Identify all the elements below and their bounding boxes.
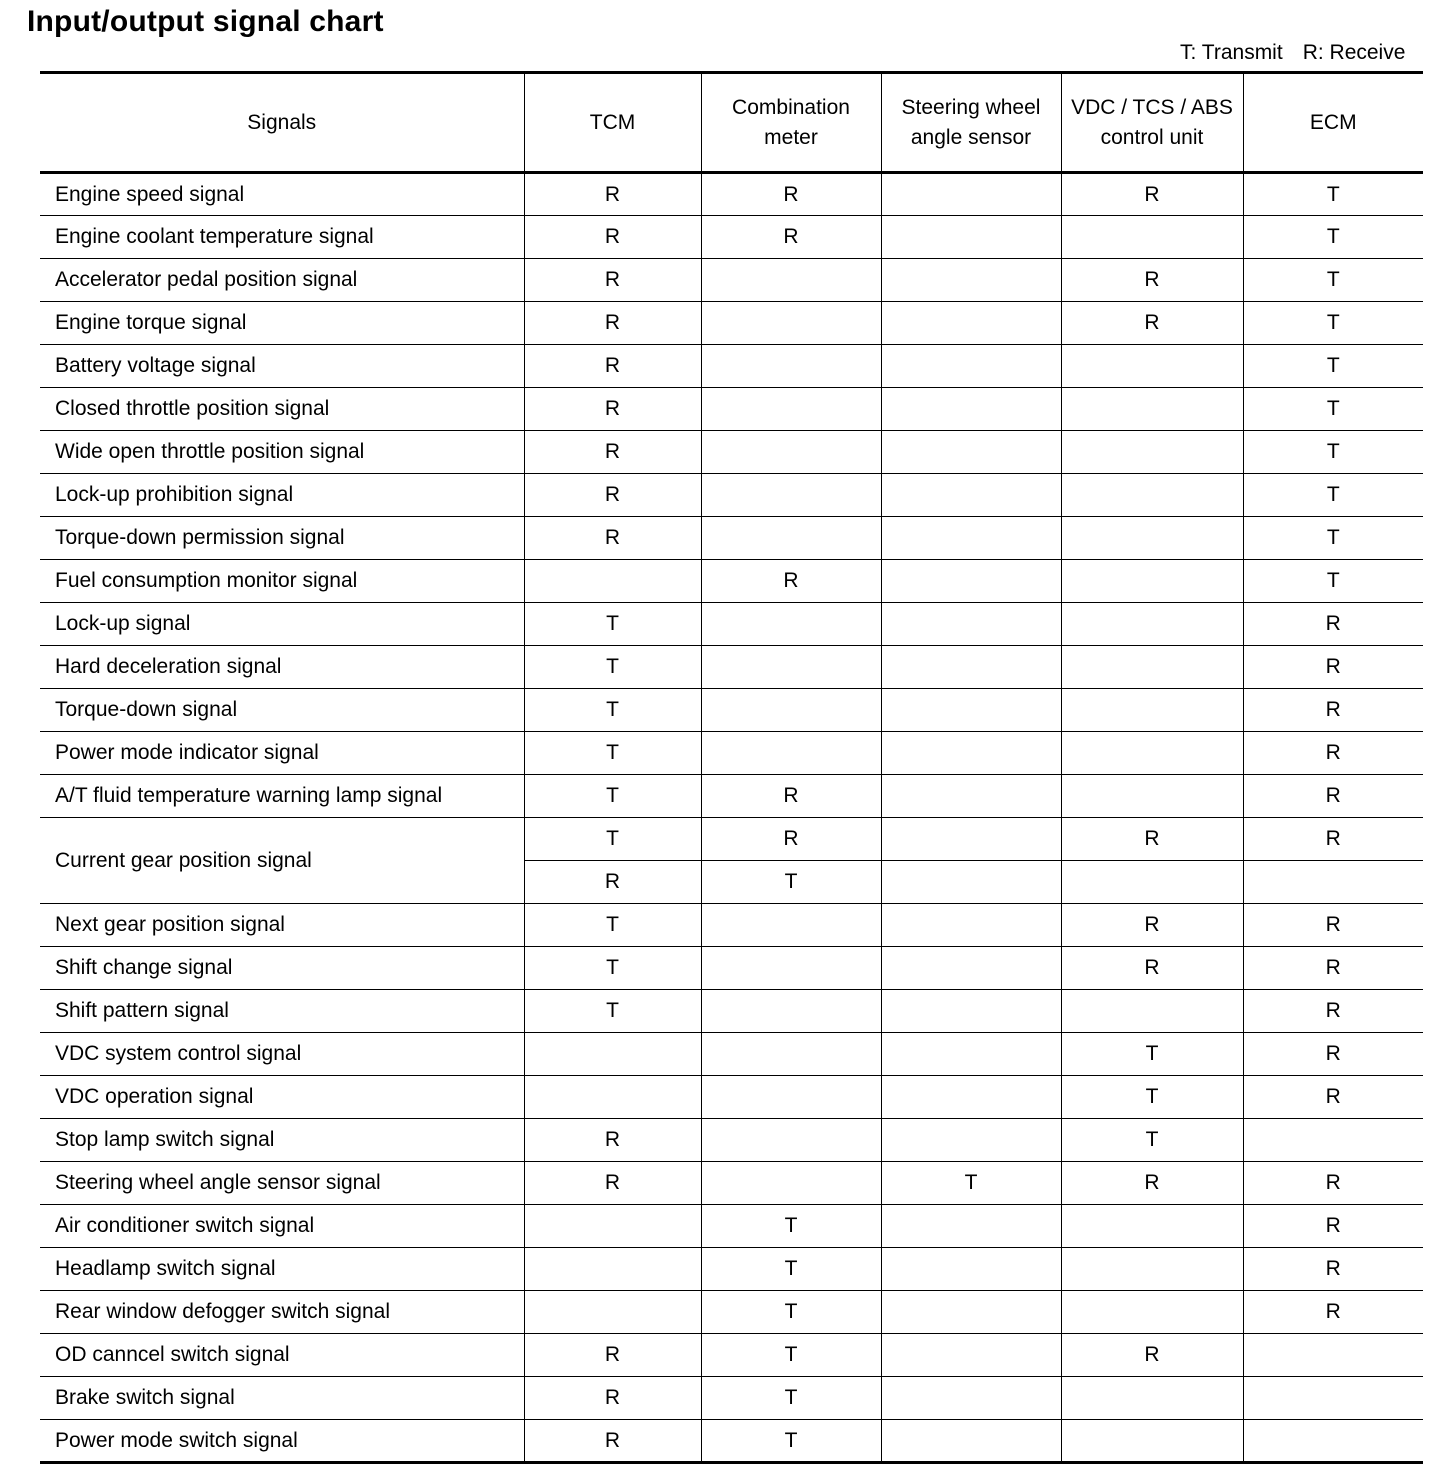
signal-name: VDC operation signal	[40, 1076, 524, 1119]
legend-receive: R: Receive	[1302, 41, 1406, 64]
cell-tcm: R	[524, 431, 701, 474]
cell-combination-meter	[701, 302, 881, 345]
cell-vdc-tcs-abs: R	[1061, 818, 1243, 861]
signal-name: Engine speed signal	[40, 173, 524, 216]
cell-combination-meter	[701, 474, 881, 517]
cell-steering-wheel-angle-sensor	[881, 775, 1061, 818]
cell-ecm: R	[1243, 775, 1423, 818]
cell-ecm: R	[1243, 1205, 1423, 1248]
legend-transmit: T: Transmit	[1180, 41, 1283, 64]
cell-steering-wheel-angle-sensor	[881, 560, 1061, 603]
cell-steering-wheel-angle-sensor	[881, 388, 1061, 431]
cell-ecm: T	[1243, 388, 1423, 431]
cell-combination-meter	[701, 259, 881, 302]
legend	[1180, 40, 1405, 66]
cell-steering-wheel-angle-sensor	[881, 431, 1061, 474]
cell-ecm	[1243, 1334, 1423, 1377]
cell-tcm	[524, 1076, 701, 1119]
cell-steering-wheel-angle-sensor	[881, 732, 1061, 775]
cell-vdc-tcs-abs	[1061, 216, 1243, 259]
cell-steering-wheel-angle-sensor	[881, 818, 1061, 861]
signal-name: Brake switch signal	[40, 1377, 524, 1420]
signal-table	[40, 71, 1423, 1464]
cell-steering-wheel-angle-sensor	[881, 1248, 1061, 1291]
cell-tcm: R	[524, 1420, 701, 1463]
cell-vdc-tcs-abs	[1061, 1205, 1243, 1248]
cell-combination-meter	[701, 689, 881, 732]
cell-combination-meter	[701, 388, 881, 431]
table-row	[40, 646, 1423, 689]
table-row	[40, 689, 1423, 732]
cell-ecm: R	[1243, 990, 1423, 1033]
cell-tcm: R	[524, 474, 701, 517]
cell-steering-wheel-angle-sensor	[881, 603, 1061, 646]
cell-combination-meter: T	[701, 1205, 881, 1248]
cell-vdc-tcs-abs: R	[1061, 904, 1243, 947]
header-ecm: ECM	[1243, 73, 1423, 173]
signal-name: Engine torque signal	[40, 302, 524, 345]
cell-combination-meter	[701, 904, 881, 947]
signal-name: Air conditioner switch signal	[40, 1205, 524, 1248]
cell-tcm: R	[524, 1334, 701, 1377]
cell-ecm	[1243, 861, 1423, 904]
cell-tcm: R	[524, 1162, 701, 1205]
header-combination-meter: Combination meter	[701, 73, 881, 173]
cell-steering-wheel-angle-sensor	[881, 1420, 1061, 1463]
signal-name: Engine coolant temperature signal	[40, 216, 524, 259]
signal-name: Shift pattern signal	[40, 990, 524, 1033]
cell-combination-meter: T	[701, 1334, 881, 1377]
cell-combination-meter	[701, 947, 881, 990]
signal-name: Wide open throttle position signal	[40, 431, 524, 474]
signal-name: Lock-up signal	[40, 603, 524, 646]
cell-ecm: T	[1243, 345, 1423, 388]
cell-vdc-tcs-abs: R	[1061, 259, 1243, 302]
cell-ecm: R	[1243, 1076, 1423, 1119]
cell-tcm: R	[524, 388, 701, 431]
table-row	[40, 474, 1423, 517]
cell-steering-wheel-angle-sensor	[881, 947, 1061, 990]
cell-steering-wheel-angle-sensor	[881, 1119, 1061, 1162]
cell-tcm: T	[524, 904, 701, 947]
table-row	[40, 775, 1423, 818]
cell-steering-wheel-angle-sensor	[881, 1377, 1061, 1420]
cell-ecm	[1243, 1119, 1423, 1162]
table-row	[40, 560, 1423, 603]
cell-vdc-tcs-abs	[1061, 1291, 1243, 1334]
table-row	[40, 1162, 1423, 1205]
table-row	[40, 1248, 1423, 1291]
cell-combination-meter	[701, 1119, 881, 1162]
header-steering-wheel-angle-sensor: Steering wheel angle sensor	[881, 73, 1061, 173]
cell-combination-meter: R	[701, 818, 881, 861]
cell-steering-wheel-angle-sensor	[881, 646, 1061, 689]
cell-combination-meter	[701, 431, 881, 474]
cell-combination-meter	[701, 517, 881, 560]
cell-steering-wheel-angle-sensor	[881, 689, 1061, 732]
signal-name: Next gear position signal	[40, 904, 524, 947]
cell-steering-wheel-angle-sensor	[881, 517, 1061, 560]
cell-ecm: R	[1243, 646, 1423, 689]
cell-vdc-tcs-abs	[1061, 560, 1243, 603]
table-row	[40, 990, 1423, 1033]
cell-ecm: T	[1243, 431, 1423, 474]
cell-tcm	[524, 1205, 701, 1248]
table-row	[40, 1377, 1423, 1420]
cell-tcm: R	[524, 302, 701, 345]
cell-combination-meter: R	[701, 560, 881, 603]
cell-steering-wheel-angle-sensor	[881, 345, 1061, 388]
cell-ecm: R	[1243, 818, 1423, 861]
cell-ecm: R	[1243, 603, 1423, 646]
cell-vdc-tcs-abs	[1061, 345, 1243, 388]
cell-tcm: T	[524, 732, 701, 775]
cell-vdc-tcs-abs	[1061, 474, 1243, 517]
signal-name: OD canncel switch signal	[40, 1334, 524, 1377]
cell-tcm: R	[524, 345, 701, 388]
cell-vdc-tcs-abs	[1061, 990, 1243, 1033]
cell-steering-wheel-angle-sensor	[881, 1334, 1061, 1377]
cell-vdc-tcs-abs: T	[1061, 1076, 1243, 1119]
signal-name: Accelerator pedal position signal	[40, 259, 524, 302]
cell-vdc-tcs-abs: T	[1061, 1033, 1243, 1076]
table-row	[40, 1420, 1423, 1463]
cell-vdc-tcs-abs	[1061, 732, 1243, 775]
cell-vdc-tcs-abs: R	[1061, 173, 1243, 216]
cell-tcm: R	[524, 216, 701, 259]
cell-combination-meter: R	[701, 775, 881, 818]
table-row	[40, 431, 1423, 474]
cell-steering-wheel-angle-sensor	[881, 1033, 1061, 1076]
cell-vdc-tcs-abs	[1061, 1377, 1243, 1420]
cell-ecm: T	[1243, 216, 1423, 259]
cell-combination-meter: R	[701, 173, 881, 216]
cell-steering-wheel-angle-sensor	[881, 259, 1061, 302]
signal-name: Battery voltage signal	[40, 345, 524, 388]
cell-ecm	[1243, 1420, 1423, 1463]
cell-combination-meter: T	[701, 861, 881, 904]
cell-vdc-tcs-abs: R	[1061, 947, 1243, 990]
cell-steering-wheel-angle-sensor	[881, 173, 1061, 216]
signal-name: Lock-up prohibition signal	[40, 474, 524, 517]
table-row	[40, 904, 1423, 947]
cell-vdc-tcs-abs	[1061, 388, 1243, 431]
table-row	[40, 1033, 1423, 1076]
cell-steering-wheel-angle-sensor	[881, 1076, 1061, 1119]
cell-vdc-tcs-abs	[1061, 1420, 1243, 1463]
cell-ecm	[1243, 1377, 1423, 1420]
signal-name: Hard deceleration signal	[40, 646, 524, 689]
cell-ecm: R	[1243, 1033, 1423, 1076]
table-row	[40, 947, 1423, 990]
cell-ecm: R	[1243, 732, 1423, 775]
table-row	[40, 1205, 1423, 1248]
cell-vdc-tcs-abs	[1061, 431, 1243, 474]
cell-steering-wheel-angle-sensor	[881, 1205, 1061, 1248]
cell-ecm: R	[1243, 1248, 1423, 1291]
signal-name: A/T fluid temperature warning lamp signal	[40, 775, 524, 818]
cell-steering-wheel-angle-sensor	[881, 990, 1061, 1033]
cell-combination-meter: R	[701, 216, 881, 259]
signal-name: Current gear position signal	[40, 818, 524, 904]
signal-name: VDC system control signal	[40, 1033, 524, 1076]
cell-vdc-tcs-abs: R	[1061, 1162, 1243, 1205]
cell-ecm: T	[1243, 259, 1423, 302]
cell-ecm: T	[1243, 474, 1423, 517]
table-row	[40, 345, 1423, 388]
cell-combination-meter	[701, 732, 881, 775]
cell-combination-meter	[701, 603, 881, 646]
cell-combination-meter: T	[701, 1420, 881, 1463]
table-row	[40, 1119, 1423, 1162]
cell-tcm: R	[524, 517, 701, 560]
cell-combination-meter	[701, 345, 881, 388]
cell-tcm	[524, 1291, 701, 1334]
cell-combination-meter: T	[701, 1291, 881, 1334]
cell-tcm: R	[524, 1377, 701, 1420]
cell-vdc-tcs-abs	[1061, 689, 1243, 732]
cell-vdc-tcs-abs	[1061, 861, 1243, 904]
cell-vdc-tcs-abs	[1061, 603, 1243, 646]
cell-tcm: T	[524, 775, 701, 818]
cell-steering-wheel-angle-sensor	[881, 216, 1061, 259]
table-body	[40, 173, 1423, 1463]
cell-combination-meter	[701, 990, 881, 1033]
signal-name: Rear window defogger switch signal	[40, 1291, 524, 1334]
cell-tcm: T	[524, 990, 701, 1033]
cell-tcm: T	[524, 947, 701, 990]
signal-name: Stop lamp switch signal	[40, 1119, 524, 1162]
header-tcm: TCM	[524, 73, 701, 173]
cell-vdc-tcs-abs: R	[1061, 1334, 1243, 1377]
cell-tcm	[524, 560, 701, 603]
cell-ecm: R	[1243, 1162, 1423, 1205]
cell-vdc-tcs-abs	[1061, 775, 1243, 818]
header-signals: Signals	[40, 73, 524, 173]
table-row	[40, 216, 1423, 259]
cell-combination-meter: T	[701, 1377, 881, 1420]
cell-combination-meter	[701, 1162, 881, 1205]
cell-tcm: R	[524, 259, 701, 302]
cell-ecm: R	[1243, 904, 1423, 947]
cell-vdc-tcs-abs: R	[1061, 302, 1243, 345]
page-title: Input/output signal chart	[27, 5, 384, 38]
cell-tcm	[524, 1033, 701, 1076]
cell-tcm: R	[524, 861, 701, 904]
table-row	[40, 1076, 1423, 1119]
cell-combination-meter: T	[701, 1248, 881, 1291]
cell-combination-meter	[701, 1076, 881, 1119]
cell-combination-meter	[701, 646, 881, 689]
cell-steering-wheel-angle-sensor: T	[881, 1162, 1061, 1205]
signal-name: Steering wheel angle sensor signal	[40, 1162, 524, 1205]
cell-ecm: R	[1243, 689, 1423, 732]
signal-name: Shift change signal	[40, 947, 524, 990]
signal-name: Fuel consumption monitor signal	[40, 560, 524, 603]
cell-tcm: T	[524, 603, 701, 646]
cell-tcm	[524, 1248, 701, 1291]
signal-name: Headlamp switch signal	[40, 1248, 524, 1291]
signal-name: Torque-down signal	[40, 689, 524, 732]
cell-steering-wheel-angle-sensor	[881, 302, 1061, 345]
cell-tcm: T	[524, 689, 701, 732]
cell-steering-wheel-angle-sensor	[881, 861, 1061, 904]
cell-tcm: T	[524, 646, 701, 689]
cell-combination-meter	[701, 1033, 881, 1076]
table-row	[40, 259, 1423, 302]
cell-tcm: T	[524, 818, 701, 861]
signal-name: Power mode indicator signal	[40, 732, 524, 775]
cell-ecm: R	[1243, 947, 1423, 990]
cell-ecm: T	[1243, 560, 1423, 603]
cell-ecm: T	[1243, 517, 1423, 560]
signal-name: Closed throttle position signal	[40, 388, 524, 431]
cell-vdc-tcs-abs	[1061, 646, 1243, 689]
cell-tcm: R	[524, 173, 701, 216]
cell-ecm: T	[1243, 173, 1423, 216]
table-row	[40, 1291, 1423, 1334]
table-row	[40, 388, 1423, 431]
table-row	[40, 818, 1423, 861]
table-row	[40, 173, 1423, 216]
cell-ecm: T	[1243, 302, 1423, 345]
cell-steering-wheel-angle-sensor	[881, 474, 1061, 517]
table-row	[40, 1334, 1423, 1377]
cell-vdc-tcs-abs: T	[1061, 1119, 1243, 1162]
signal-name: Torque-down permission signal	[40, 517, 524, 560]
cell-vdc-tcs-abs	[1061, 517, 1243, 560]
table-row	[40, 603, 1423, 646]
cell-vdc-tcs-abs	[1061, 1248, 1243, 1291]
table-header-row	[40, 73, 1423, 173]
cell-ecm: R	[1243, 1291, 1423, 1334]
table-row	[40, 732, 1423, 775]
table-row	[40, 302, 1423, 345]
cell-tcm: R	[524, 1119, 701, 1162]
signal-name: Power mode switch signal	[40, 1420, 524, 1463]
table-row	[40, 517, 1423, 560]
cell-steering-wheel-angle-sensor	[881, 1291, 1061, 1334]
cell-steering-wheel-angle-sensor	[881, 904, 1061, 947]
header-vdc-tcs-abs-control-unit: VDC / TCS / ABS control unit	[1061, 73, 1243, 173]
